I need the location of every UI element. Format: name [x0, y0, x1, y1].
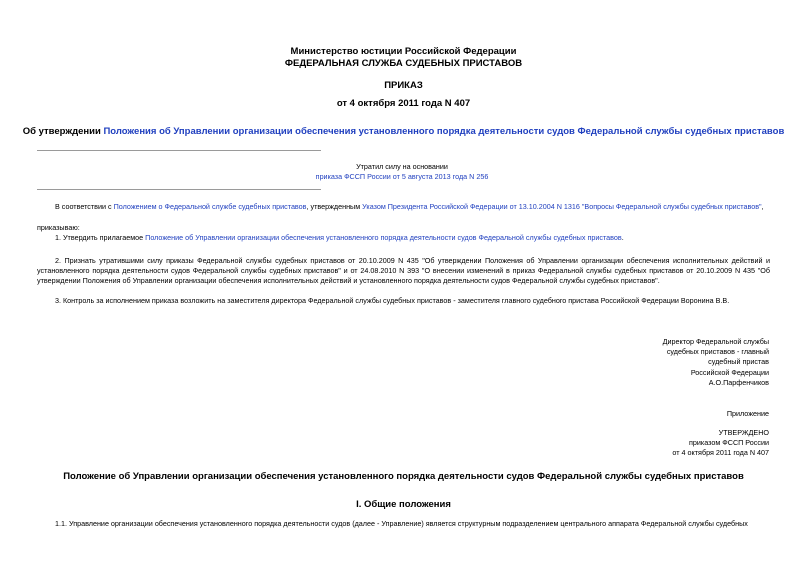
- document-title: [0, 126, 807, 138]
- signature-line-1: Директор Федеральной службы: [662, 337, 769, 346]
- preamble-text-3: ,: [761, 202, 764, 211]
- title-prefix: Об утверждении: [22, 126, 104, 137]
- preamble-decree-link[interactable]: Указом Президента Российской Федерации от 13.10.2004 N 1316 "Вопросы Федеральной службы судебных приставов": [362, 202, 762, 211]
- status-line: Утратил силу на основании: [356, 162, 448, 171]
- item-2: 2. Признать утратившими силу приказы Федеральной службы судебных приставов от 20.10.2009 N 435 "Об утверждении Положения об Управлении организации обеспечения исполнительных действий и установленного порядка деятельности судов Федеральной службы судебных приставов" и от 24.08.2010 N 393 "О внесении изменений в приказ Федеральной службы судебных приставов от 20.10.2009 N 435 "Об утверждении Положения об Управлении организации обеспечения исполнительных действий и установленного порядка деятельности судов Федеральной службы судебных приставов".: [37, 256, 770, 285]
- document-type: ПРИКАЗ: [384, 80, 423, 91]
- order-word: приказываю:: [37, 223, 80, 232]
- item-1-regulation-link[interactable]: Положение об Управлении организации обеспечения установленного порядка деятельности судов Федеральной службы судебных приставов: [145, 233, 622, 242]
- preamble-regulation-link[interactable]: Положением о Федеральной службе судебных приставов: [113, 202, 307, 211]
- item-1-end: .: [621, 233, 624, 242]
- paragraph-1-1: 1.1. Управление организации обеспечения установленного порядка деятельности судов (далее - Управление) является структурным подразделением центрального аппарата Федеральной службы судебных: [55, 519, 748, 528]
- approval-date: от 4 октября 2011 года N 407: [672, 448, 769, 458]
- appendix-label: Приложение: [726, 409, 769, 418]
- preamble-text-1: В соответствии с: [55, 202, 114, 211]
- status-note: [222, 162, 582, 182]
- signature-name: А.О.Парфенчиков: [708, 377, 769, 387]
- preamble-text-2: , утвержденным: [306, 202, 363, 211]
- section-heading: I. Общие положения: [356, 499, 451, 510]
- approval-by: приказом ФССП России: [689, 438, 769, 448]
- preamble: [55, 202, 775, 212]
- signature-block: [560, 337, 769, 388]
- status-repeal-link[interactable]: приказа ФССП России от 5 августа 2013 года N 256: [315, 171, 489, 181]
- service-name: ФЕДЕРАЛЬНАЯ СЛУЖБА СУДЕБНЫХ ПРИСТАВОВ: [284, 58, 523, 69]
- signature-line-3: судебный пристав: [708, 357, 769, 367]
- approval-word: УТВЕРЖДЕНО: [718, 428, 769, 437]
- item-3: 3. Контроль за исполнением приказа возложить на заместителя директора Федеральной службы судебных приставов - заместителя главного судебного пристава Российской Федерации Воронина В.В.: [55, 296, 730, 305]
- signature-line-4: Российской Федерации: [690, 367, 769, 377]
- bottom-divider: [37, 189, 321, 190]
- signature-line-2: судебных приставов - главный: [666, 347, 769, 357]
- item-1-text: 1. Утвердить прилагаемое: [55, 233, 146, 242]
- regulation-title: Положение об Управлении организации обеспечения установленного порядка деятельности судов Федеральной службы судебных приставов: [63, 471, 744, 482]
- document-date: от 4 октября 2011 года N 407: [336, 98, 471, 109]
- item-1: [55, 233, 775, 243]
- top-divider: [37, 150, 321, 151]
- title-regulation-link[interactable]: Положения об Управлении организации обеспечения установленного порядка деятельности судов Федеральной службы судебных приставов: [103, 126, 785, 137]
- approval-block: [560, 428, 769, 459]
- ministry-name: Министерство юстиции Российской Федерации: [290, 46, 517, 57]
